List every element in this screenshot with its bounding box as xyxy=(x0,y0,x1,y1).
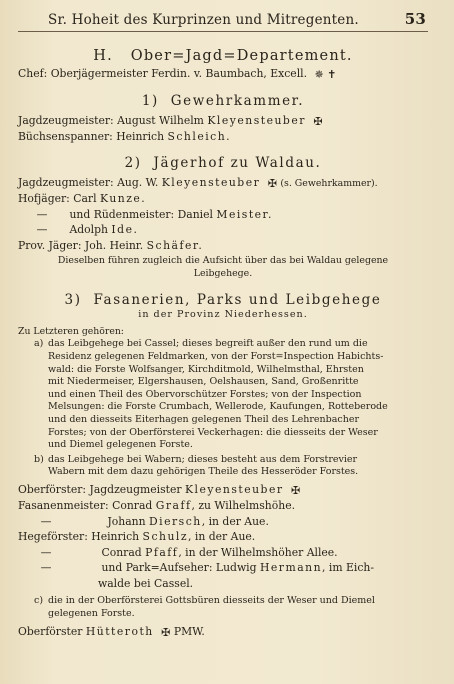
chef-text: Oberjägermeister Ferdin. v. Baumbach, Excell. xyxy=(50,67,308,80)
staff-line-continued: walde bei Cassel. xyxy=(98,576,194,590)
staff-line: Oberförster: Jagdzeugmeister Kleyensteuber ✠ xyxy=(18,482,301,497)
department-title: Ober=Jagd=Departement. xyxy=(130,48,353,64)
staff-line: Oberförster Hütteroth ✠ PMW. xyxy=(18,624,205,639)
paragraph-c: c) die in der Oberförsterei Gottsbüren diesseits der Weser und Diemel gelegenen Forste. xyxy=(34,595,375,620)
section-number: 1) xyxy=(141,92,159,109)
department-letter: H. xyxy=(93,48,113,64)
section-title: Fasanerien, Parks und Leibgehege xyxy=(93,292,382,308)
staff-line: Büchsenspanner: Heinrich Schleich. xyxy=(18,130,232,143)
staff-line: Prov. Jäger: Joh. Heinr. Schäfer. xyxy=(18,238,204,252)
staff-line: — Adolph Ide. xyxy=(36,223,139,236)
intro-text: Zu Letzteren gehören: xyxy=(18,326,124,337)
staff-line: — Conrad Pfaff, in der Wilhelmshöher Allee. xyxy=(40,545,338,559)
running-title: Sr. Hoheit des Kurprinzen und Mitregenten. xyxy=(48,12,359,28)
section-subtitle: in der Provinz Niederhessen. xyxy=(138,309,308,320)
order-decoration-icon: ✵ ✝ xyxy=(314,68,337,81)
section-number: 3) xyxy=(64,292,82,308)
cross-icon: ✠ xyxy=(267,176,277,190)
staff-list xyxy=(18,482,428,592)
section-note: Dieselben führen zugleich die Aufsicht über das bei Waldau gelegene xyxy=(57,255,389,266)
section-3-heading xyxy=(18,292,428,308)
cross-icon: ✠ xyxy=(161,625,171,639)
paragraph-line: a) das Leibgehege bei Cassel; dieses begreift außer den rund um die xyxy=(34,338,368,350)
section-title: Jägerhof zu Waldau. xyxy=(153,154,322,171)
chef-label: Chef: xyxy=(18,67,48,80)
paragraph-a: a) das Leibgehege bei Cassel; dieses begreift außer den rund um die Residenz gelegenen Feldmarken, von der Forst=Inspection Habichts- wald: die Forste Wolfsanger, Kirchditmold, Wilhelmsthal, Ehrsten mit Niedermeiser, Elgershausen, Oelshausen, Sand, Großenritte und einen Theil des Obervorschützer Forstes; von der Inspection Melsungen: die Forste Crumbach, Wellerode, Kaufungen, Rotteberode und den diesseits Eiterhagen gelegenen Theil des Lehrenbacher Forstes; von der Oberförsterei Veckerhagen: die diesseits der Weser und Diemel gelegenen Forste. xyxy=(18,338,428,451)
section-title: Gewehrkammer. xyxy=(170,92,305,109)
section-note: Leibgehege. xyxy=(193,267,253,279)
section-2-heading xyxy=(18,155,428,171)
staff-line: Hegeförster: Heinrich Schulz, in der Aue. xyxy=(18,530,256,544)
staff-line: — Johann Diersch, in der Aue. xyxy=(40,514,269,528)
paragraph-b: b) das Leibgehege bei Wabern; dieses besteht aus dem Forstrevier Wabern mit dem dazu gehörigen Theile des Hesseröder Forstes. xyxy=(34,453,359,478)
staff-line: Hofjäger: Carl Kunze. xyxy=(18,192,147,205)
chef-line xyxy=(18,66,428,83)
section-1-heading xyxy=(18,93,428,109)
page-number: 53 xyxy=(404,10,426,28)
cross-icon: ✠ xyxy=(290,483,301,497)
section-number: 2) xyxy=(124,154,142,171)
cross-icon: ✠ xyxy=(313,114,323,128)
department-heading xyxy=(18,48,428,64)
staff-line: Jagdzeugmeister: August Wilhelm Kleyensteuber ✠ xyxy=(18,113,323,128)
staff-line: Fasanenmeister: Conrad Graff, zu Wilhelmshöhe. xyxy=(18,499,296,513)
staff-line: — und Park=Aufseher: Ludwig Hermann, im Eich- xyxy=(40,561,375,575)
staff-line: Jagdzeugmeister: Aug. W. Kleyensteuber ✠ (s. Gewehrkammer). xyxy=(18,175,378,190)
running-head xyxy=(18,10,428,32)
staff-line: — und Rüdenmeister: Daniel Meister. xyxy=(36,207,273,221)
